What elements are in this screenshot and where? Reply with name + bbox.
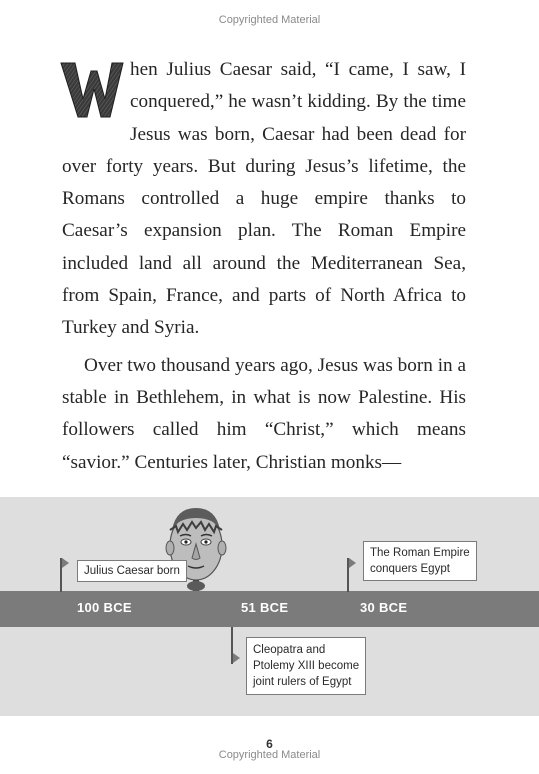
flag-cleopatra — [233, 653, 240, 663]
event-rome-conquers-egypt — [363, 541, 477, 581]
event-cleopatra-line-1: Cleopatra and — [253, 644, 326, 656]
event-egypt-line-1: The Roman Empire — [370, 547, 470, 559]
paragraph-1-text: hen Julius Caesar said, “I came, I saw, I conquered,” he wasn’t kidding. By the time Jesus was born, Caesar had been dead for over forty years. But during Jesus’s lifetime, the Romans controlled a huge empire thanks to Caesar’s expansion plan. The Roman Empire included land all around the Mediterranean Sea, from Spain, France, and parts of North Africa to Turkey and Syria. — [62, 59, 466, 339]
body-text — [62, 54, 466, 479]
event-egypt-line-2: conquers Egypt — [370, 563, 450, 575]
event-cleopatra-line-2: Ptolemy XIII become — [253, 660, 360, 672]
page-number: 6 — [266, 737, 273, 751]
year-100-bce: 100 BCE — [77, 600, 132, 615]
copyright-footer: Copyrighted Material — [218, 749, 321, 761]
event-cleopatra-line-3: joint rulers of Egypt — [253, 676, 352, 688]
flag-egypt — [349, 558, 356, 568]
paragraph-1 — [62, 54, 466, 345]
paragraph-2: Over two thousand years ago, Jesus was born in a stable in Bethlehem, in what is now Palestine. His followers called him “Christ,” which means “savior.” Centuries later, Christian monks— — [62, 354, 466, 473]
drop-cap — [60, 59, 124, 119]
copyright-header: Copyrighted Material — [218, 14, 321, 26]
event-cleopatra-ptolemy — [246, 637, 366, 695]
drop-cap-letter — [60, 59, 124, 119]
year-30-bce: 30 BCE — [360, 600, 408, 615]
event-caesar-born-text: Julius Caesar born — [84, 565, 180, 577]
flag-caesar — [62, 558, 69, 568]
event-caesar-born — [77, 560, 187, 582]
year-51-bce: 51 BCE — [241, 600, 289, 615]
